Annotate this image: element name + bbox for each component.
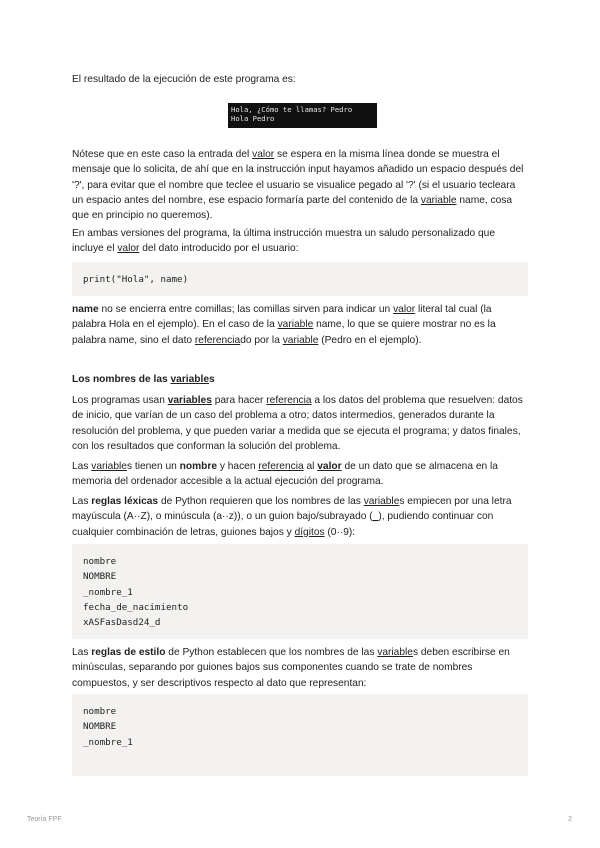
section-heading (72, 372, 215, 387)
glossary-link-variables[interactable]: variables (167, 395, 212, 406)
glossary-link-variable[interactable]: variable (170, 374, 210, 385)
text: al (303, 461, 318, 472)
text: name, cosa que en principio no queremos). (72, 194, 513, 222)
bold-term: name (72, 304, 99, 315)
text: (Pedro en el ejemplo). (318, 334, 422, 346)
glossary-link-valor[interactable]: valor (393, 304, 416, 315)
text: s tienen un (126, 461, 180, 472)
code-line: NOMBRE (83, 571, 117, 583)
text: Las (72, 647, 92, 658)
glossary-link-variable[interactable]: variable (420, 194, 457, 206)
terminal-line: Hola Pedro (231, 114, 275, 123)
code-block-style-examples (72, 694, 528, 776)
glossary-link-underscore[interactable]: _ (372, 511, 379, 523)
text: se espera en la misma línea donde se muestra el mensaje que lo solicita, de ahí que en la instrucción input hayamos añadido un espacio después del '?', para evitar que el nombre que teclee el usuario se visualice pegado al '?' (si el usuario tecleara un espacio antes del nombre, ese espacio formaría parte del contenido de la (72, 149, 524, 206)
code-line: xASFasDasd24_d (83, 617, 161, 629)
code-line: _nombre_1 (83, 586, 133, 598)
glossary-link-referencia[interactable]: referencia (194, 334, 241, 346)
glossary-link-valor[interactable]: valor (252, 149, 275, 160)
heading-text: Los nombres de las (72, 374, 171, 385)
bold-term: nombre (179, 461, 217, 472)
text: y hacen (217, 461, 259, 472)
intro-text: El resultado de la ejecución de este programa es: (72, 74, 296, 85)
para-name-explanation (72, 302, 528, 348)
text: (0··9): (324, 526, 356, 538)
glossary-link-valor[interactable]: valor (117, 243, 140, 255)
code-line: nombre (83, 556, 117, 567)
para-note (72, 147, 528, 223)
footer-title: Teoría FPF (27, 816, 62, 823)
code-line: fecha_de_nacimiento (83, 601, 189, 613)
glossary-link-digitos[interactable]: dígitos (294, 526, 325, 538)
glossary-link-referencia[interactable]: referencia (266, 395, 312, 406)
glossary-link-valor[interactable]: valor (317, 461, 342, 472)
glossary-link-variable[interactable]: variable (377, 647, 413, 658)
text: do por la (240, 334, 283, 346)
glossary-link-variable[interactable]: variable (91, 461, 127, 472)
text: de un dato que se almacena en la memoria del ordenador accesible a la actual ejecución del programa. (72, 461, 498, 488)
footer-page-number: 2 (568, 816, 572, 823)
para-both-versions (72, 226, 528, 257)
text: En ambas versiones del programa, la última instrucción muestra un saludo personalizado que incluye el (72, 228, 496, 255)
text: no se encierra entre comillas; las comillas sirven para indicar un (98, 304, 394, 315)
code-block-print (72, 262, 528, 296)
bold-term: reglas léxicas (91, 496, 159, 507)
text: name, lo que se quiere mostrar no es la palabra name, sino el dato (72, 319, 496, 346)
text: para hacer (211, 395, 267, 406)
bold-term: reglas de estilo (91, 647, 166, 658)
code-line: NOMBRE (83, 721, 117, 733)
code-line: nombre (83, 706, 117, 717)
text: Nótese que en este caso la entrada del (72, 149, 253, 160)
text: Las (72, 461, 92, 472)
text: Los programas usan (72, 395, 168, 406)
text: literal tal cual (la palabra Hola en el ejemplo). En el caso de la (72, 304, 492, 331)
glossary-link-variable[interactable]: variable (277, 319, 314, 331)
terminal-line: Hola, ¿Cómo te llamas? Pedro (231, 105, 353, 114)
text: s empiecen por una letra mayúscula (A··Z), o minúscula (a··z)), o un guion bajo/subrayado ( (72, 496, 512, 523)
text: de Python establecen que los nombres de las (165, 647, 378, 658)
glossary-link-variable[interactable]: variable (363, 496, 400, 507)
glossary-link-referencia[interactable]: referencia (258, 461, 304, 472)
terminal-output-image (228, 103, 377, 128)
para-style-rules (72, 645, 528, 691)
text: de Python requieren que los nombres de las (158, 496, 364, 507)
para-variables-name (72, 459, 528, 490)
text: s deben escribirse en minúsculas, separando por guiones bajos sus componentes cuando se trate de nombres compuestos, y ser descriptivos respecto al dato que representan: (72, 647, 510, 689)
heading-text: s (209, 374, 215, 385)
glossary-link-variable[interactable]: variable (282, 334, 319, 346)
code-line: print("Hola", name) (83, 274, 189, 285)
code-block-lexical-examples (72, 544, 528, 639)
para-programs (72, 393, 528, 454)
text: ), pudiendo continuar con cualquier combinación de letras, guiones bajos y (72, 511, 494, 538)
text: Las (72, 496, 92, 507)
text: del dato introducido por el usuario: (139, 243, 299, 255)
code-line: _nombre_1 (83, 736, 133, 748)
para-lexical-rules (72, 494, 528, 540)
text: a los datos del problema que resuelven: datos de inicio, que varían de un caso del problema a otro; datos intermedios, generados durante la resolución del problema, y que pueden variar a medida que se ejecuta el programa; y datos finales, con los resultados que conforman la solución del problema. (72, 395, 523, 452)
